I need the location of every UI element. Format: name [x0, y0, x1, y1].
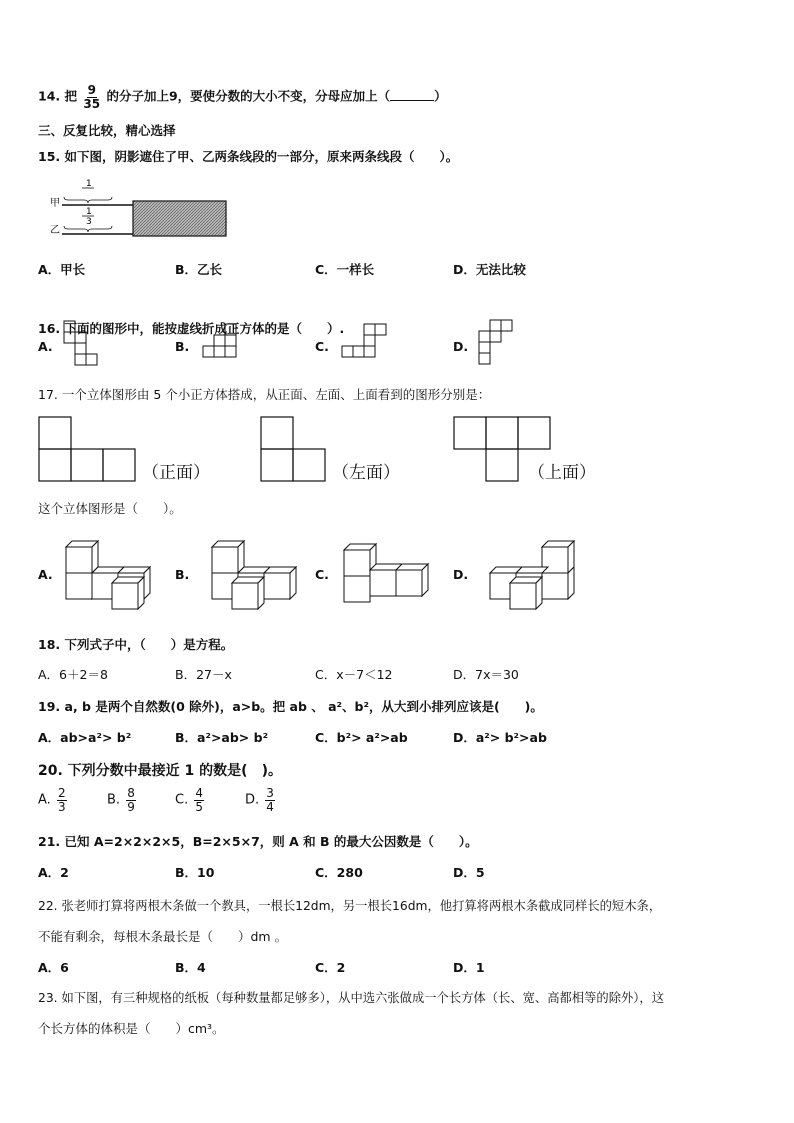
q22-line — [38, 896, 661, 914]
q19-line — [38, 697, 543, 715]
q23-number: 23. — [38, 991, 58, 1005]
q21-number: 21. — [38, 834, 61, 849]
q17-text: 一个立体图形由 5 个小正方体搭成，从正面、左面、上面看到的图形分别是： — [61, 387, 491, 402]
q16-number: 16. — [38, 321, 61, 336]
q17-option-a-letter[interactable]: A. — [38, 567, 53, 582]
q17-number: 17. — [38, 387, 58, 402]
q15-option-a[interactable]: A．甲长 — [38, 262, 86, 277]
q18-text: 下列式子中，（ ）是方程。 — [64, 637, 234, 652]
q21-option-d[interactable]: D．5 — [453, 865, 485, 880]
q20-option-d-numerator: 3 — [266, 786, 274, 800]
q18-option-c[interactable]: C．x－7＜12 — [315, 667, 393, 682]
q14-pre: 把 — [64, 88, 78, 104]
q19-option-d[interactable]: D．a²> b²>ab — [453, 730, 547, 745]
q17-left-view — [260, 416, 330, 484]
q16-net-b[interactable] — [200, 322, 245, 367]
q23-line-2: 个长方体的体积是（ ）cm³。 — [38, 1021, 225, 1036]
q18-number: 18. — [38, 637, 61, 652]
q16-option-a-letter[interactable]: A. — [38, 339, 53, 354]
q15-frac-b-den: 3 — [86, 217, 92, 227]
q17-option-d-letter[interactable]: D. — [453, 567, 469, 582]
q14-text: 的分子加上9，要使分数的大小不变，分母应加上（ — [106, 88, 391, 104]
q15-figure — [38, 175, 238, 240]
q21-option-b[interactable]: B．10 — [175, 865, 215, 880]
q19-text: a, b 是两个自然数(0 除外)，a>b。把 ab 、 a²、b²，从大到小排列应该是( )。 — [64, 699, 543, 714]
q21-text: 已知 A=2×2×2×5，B=2×5×7，则 A 和 B 的最大公因数是（ ）。 — [64, 834, 478, 849]
q14-fraction — [83, 84, 100, 110]
q20-option-c-fraction — [194, 787, 204, 813]
q20-option-a-numerator: 2 — [57, 786, 66, 800]
q22-number: 22. — [38, 899, 58, 913]
q17-figure-c[interactable] — [340, 540, 435, 608]
q20-option-a-letter: A. — [38, 792, 51, 808]
q18-option-a[interactable]: A．6＋2＝8 — [38, 667, 108, 682]
q23-text: 如下图，有三种规格的纸板（每种数量都足够多），从中选六张做成一个长方体（长、宽、高都相等的除外），这 — [61, 991, 665, 1005]
q20-option-c-letter: C. — [175, 792, 189, 808]
q14-number: 14. — [38, 88, 61, 104]
q18-option-d[interactable]: D．7x＝30 — [453, 667, 519, 682]
q20-option-a-fraction — [57, 787, 67, 813]
q14-answer-blank — [390, 90, 434, 101]
q19-number: 19. — [38, 699, 61, 714]
q15-frac-b-num: 1 — [86, 207, 92, 217]
q16-net-a[interactable] — [62, 320, 102, 375]
q20-option-b[interactable] — [107, 787, 138, 813]
q15-label-a: 甲 — [50, 198, 60, 209]
q21-line — [38, 832, 478, 850]
q22-text: 张老师打算将两根木条做一个教具，一根长12dm，另一根长16dm，他打算将两根木条截成同样长的短木条， — [61, 899, 662, 913]
q19-option-a[interactable]: A．ab>a²> b² — [38, 730, 132, 745]
q14-line — [38, 84, 447, 110]
q15-option-c[interactable]: C．一样长 — [315, 262, 375, 277]
q18-option-b[interactable]: B．27－x — [175, 667, 232, 682]
q15-text: 如下图，阴影遮住了甲、乙两条线段的一部分，原来两条线段（ ）。 — [64, 149, 459, 164]
q20-text: 下列分数中最接近 1 的数是( )。 — [67, 763, 282, 779]
q15-shaded-block — [133, 201, 226, 236]
q20-option-c-denominator: 5 — [195, 799, 203, 814]
q20-option-c[interactable] — [175, 787, 206, 813]
q16-text: 下面的图形中，能按虚线折成正方体的是（ ）. — [64, 321, 345, 336]
q15-option-b[interactable]: B．乙长 — [175, 262, 223, 277]
q15-label-b: 乙 — [50, 225, 60, 236]
q20-option-d-fraction — [265, 787, 275, 813]
q17-figure-d[interactable] — [486, 537, 581, 612]
q22-option-a[interactable]: A．6 — [38, 960, 69, 975]
q14-fraction-numerator: 9 — [87, 83, 96, 97]
q20-option-b-denominator: 9 — [127, 799, 135, 814]
q14-close: ） — [434, 88, 447, 104]
q15-brace-a — [64, 197, 112, 203]
q17-option-b-letter[interactable]: B. — [175, 567, 190, 582]
q16-option-b-letter[interactable]: B. — [175, 339, 190, 354]
q15-number: 15. — [38, 149, 61, 164]
q20-option-d[interactable] — [245, 787, 277, 813]
q19-option-c[interactable]: C．b²> a²>ab — [315, 730, 408, 745]
q21-option-c[interactable]: C．280 — [315, 865, 363, 880]
q17-figure-a[interactable] — [62, 537, 157, 612]
q20-option-b-numerator: 8 — [127, 786, 135, 800]
q16-net-c[interactable] — [338, 322, 390, 367]
q17-question: 这个立体图形是（ ）。 — [38, 501, 182, 516]
q22-option-b[interactable]: B．4 — [175, 960, 206, 975]
q18-line — [38, 635, 233, 653]
q15-line — [38, 147, 458, 165]
q15-option-d[interactable]: D．无法比较 — [453, 262, 526, 277]
q20-number: 20. — [38, 763, 63, 779]
q15-frac-a-num: 1 — [86, 179, 92, 189]
q16-net-d[interactable] — [474, 318, 519, 370]
q17-left-label: （左面） — [332, 463, 400, 483]
q20-option-a[interactable] — [38, 787, 69, 813]
section-title: 三、反复比较，精心选择 — [38, 123, 176, 138]
q17-figure-b[interactable] — [208, 537, 303, 612]
q17-front-label: （正面） — [142, 463, 210, 483]
q20-option-b-fraction — [126, 787, 136, 813]
q17-front-view — [38, 416, 138, 484]
q17-option-c-letter[interactable]: C. — [315, 567, 329, 582]
q20-line — [38, 760, 282, 780]
q14-fraction-denominator: 35 — [83, 96, 101, 111]
q17-line — [38, 385, 490, 403]
q16-option-d-letter[interactable]: D. — [453, 339, 469, 354]
q20-option-d-letter: D. — [245, 792, 260, 808]
q17-top-label: （上面） — [528, 463, 596, 483]
q20-option-b-letter: B. — [107, 792, 121, 808]
q21-option-a[interactable]: A．2 — [38, 865, 69, 880]
q22-option-c[interactable]: C．2 — [315, 960, 346, 975]
q22-option-d[interactable]: D．1 — [453, 960, 485, 975]
q16-option-c-letter[interactable]: C. — [315, 339, 329, 354]
q20-option-c-numerator: 4 — [195, 786, 203, 800]
q20-option-a-denominator: 3 — [57, 799, 66, 814]
q20-option-d-denominator: 4 — [266, 799, 274, 814]
q22-line-2: 不能有剩余，每根木条最长是（ ）dm 。 — [38, 929, 288, 944]
q23-line — [38, 988, 664, 1006]
q19-option-b[interactable]: B．a²>ab> b² — [175, 730, 269, 745]
